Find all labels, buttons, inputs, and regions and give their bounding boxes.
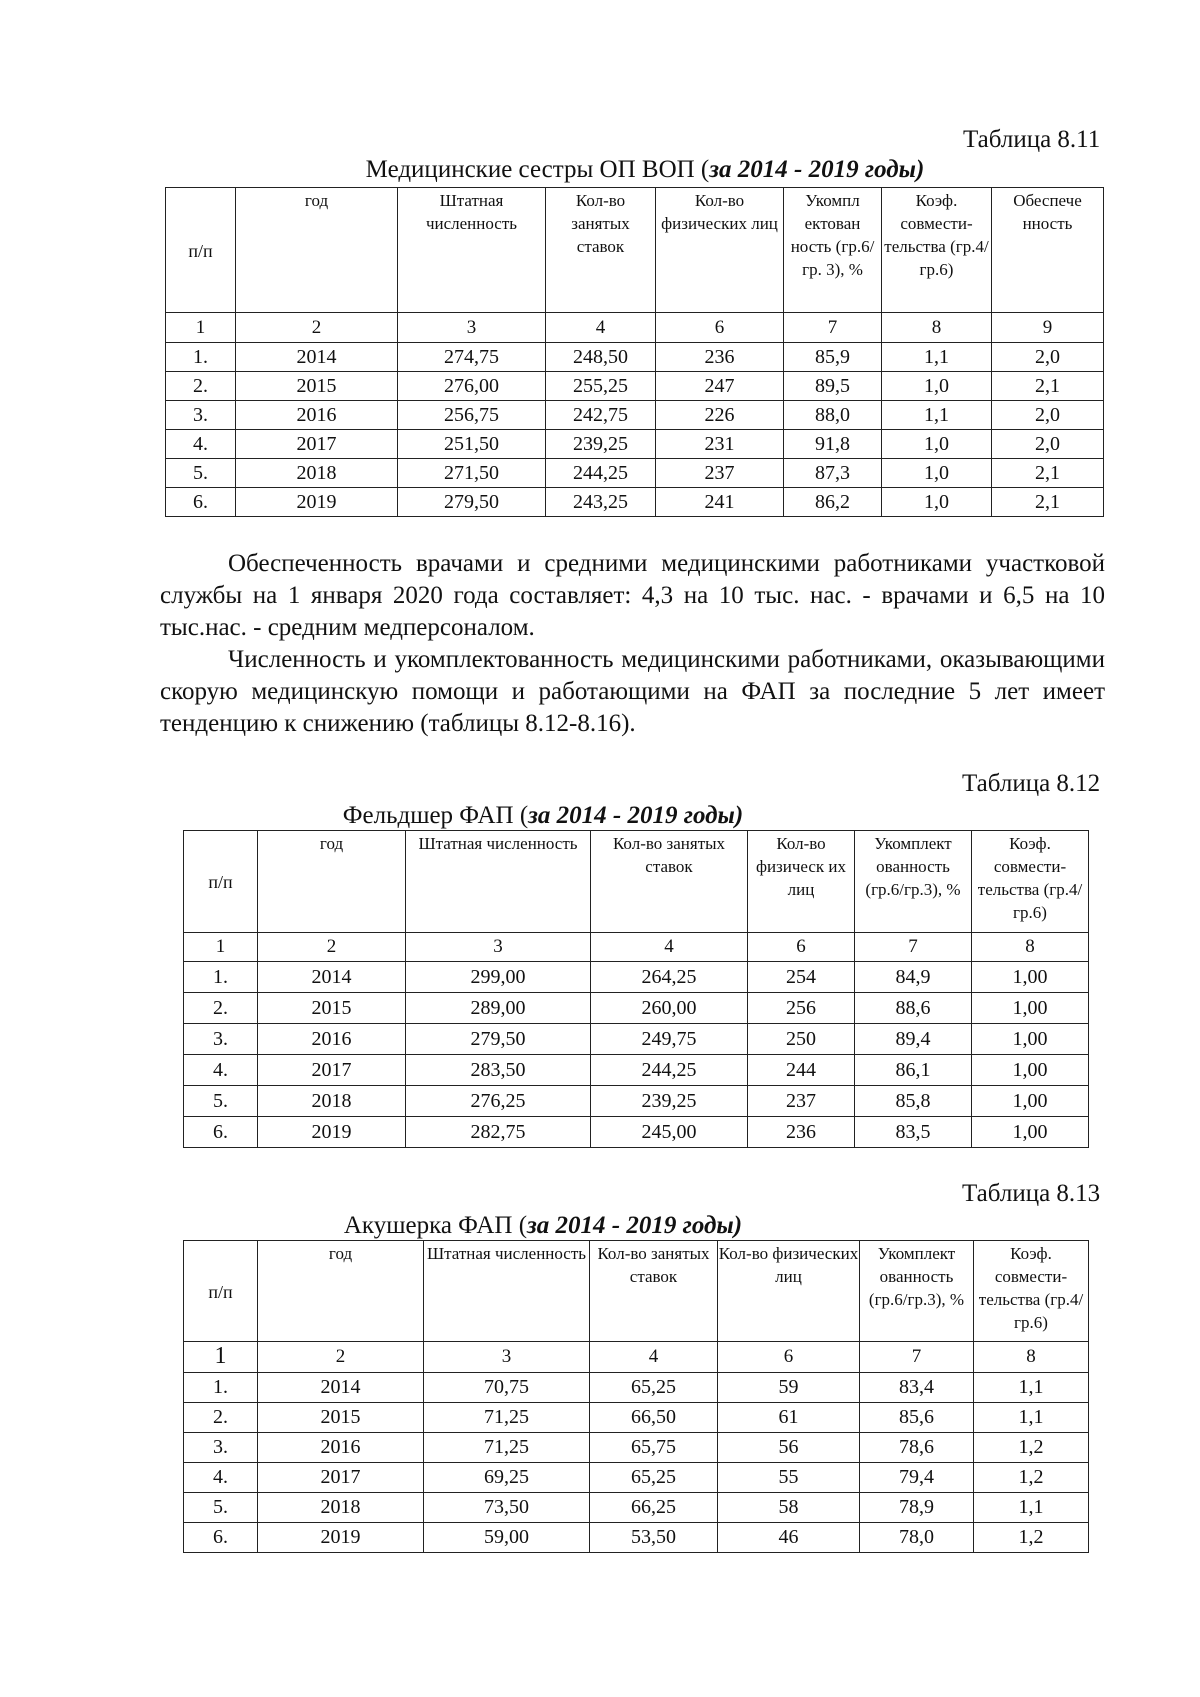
table-cell: 260,00	[591, 993, 748, 1024]
table-cell: 248,50	[546, 343, 656, 372]
table-8-11-title-italic: за 2014 - 2019 годы)	[709, 156, 925, 183]
table-cell: 2019	[236, 488, 398, 517]
column-number: 1	[166, 313, 236, 343]
table-cell: 237	[656, 459, 784, 488]
table-8-11-title	[165, 156, 1125, 184]
table-cell: 2018	[236, 459, 398, 488]
table-cell: 2016	[236, 401, 398, 430]
column-number: 2	[258, 1342, 424, 1373]
table-cell: 282,75	[406, 1117, 591, 1148]
header-cell: п/п	[184, 831, 258, 933]
column-number: 3	[398, 313, 546, 343]
header-cell: год	[236, 188, 398, 313]
header-cell: Укомпл ектован ность (гр.6/гр. 3), %	[784, 188, 882, 313]
table-row	[166, 343, 1104, 372]
table-row	[184, 962, 1089, 993]
table-cell: 236	[656, 343, 784, 372]
table-cell: 6.	[166, 488, 236, 517]
table-cell: 53,50	[590, 1523, 718, 1553]
header-cell: Кол-во физических лиц	[656, 188, 784, 313]
header-cell: Кол-во физическ их лиц	[748, 831, 855, 933]
table-cell: 1,1	[882, 401, 992, 430]
table-cell: 1,0	[882, 488, 992, 517]
column-number: 8	[972, 933, 1089, 962]
table-cell: 237	[748, 1086, 855, 1117]
table-cell: 299,00	[406, 962, 591, 993]
table-cell: 2,1	[992, 372, 1104, 401]
table-8-13-title	[183, 1212, 903, 1240]
header-cell: п/п	[166, 188, 236, 313]
column-number: 9	[992, 313, 1104, 343]
table-cell: 1,2	[974, 1433, 1089, 1463]
table-cell: 283,50	[406, 1055, 591, 1086]
table-cell: 78,0	[860, 1523, 974, 1553]
table-cell: 1,2	[974, 1463, 1089, 1493]
table-cell: 86,1	[855, 1055, 972, 1086]
table-cell: 73,50	[424, 1493, 590, 1523]
table-cell: 6.	[184, 1117, 258, 1148]
table-cell: 2,0	[992, 343, 1104, 372]
table-row	[184, 1463, 1089, 1493]
table-cell: 2.	[184, 993, 258, 1024]
table-cell: 56	[718, 1433, 860, 1463]
table-row	[184, 1493, 1089, 1523]
table-cell: 2016	[258, 1433, 424, 1463]
header-cell: Обеспече нность	[992, 188, 1104, 313]
table-cell: 2018	[258, 1493, 424, 1523]
table-cell: 71,25	[424, 1433, 590, 1463]
table-row	[166, 372, 1104, 401]
table-cell: 2015	[258, 993, 406, 1024]
table-cell: 91,8	[784, 430, 882, 459]
table-cell: 87,3	[784, 459, 882, 488]
table-8-13-title-italic: за 2014 - 2019 годы)	[527, 1212, 743, 1239]
table-cell: 3.	[184, 1433, 258, 1463]
table-cell: 2016	[258, 1024, 406, 1055]
table-cell: 69,25	[424, 1463, 590, 1493]
table-cell: 85,9	[784, 343, 882, 372]
table-cell: 1,00	[972, 1024, 1089, 1055]
table-row	[184, 1055, 1089, 1086]
header-cell: год	[258, 831, 406, 933]
column-number: 1	[184, 933, 258, 962]
table-cell: 271,50	[398, 459, 546, 488]
table-cell: 1,0	[882, 430, 992, 459]
table-cell: 2018	[258, 1086, 406, 1117]
column-number: 7	[855, 933, 972, 962]
table-cell: 241	[656, 488, 784, 517]
header-cell: Коэф. совмести-тельства (гр.4/гр.6)	[974, 1241, 1089, 1342]
column-number: 8	[974, 1342, 1089, 1373]
table-cell: 85,8	[855, 1086, 972, 1117]
table-cell: 1,00	[972, 1117, 1089, 1148]
table-cell: 1,1	[974, 1403, 1089, 1433]
table-cell: 65,75	[590, 1433, 718, 1463]
table-cell: 2017	[258, 1463, 424, 1493]
table-cell: 254	[748, 962, 855, 993]
header-cell: Штатная численность	[406, 831, 591, 933]
table-cell: 1,1	[882, 343, 992, 372]
paragraph-staffing-trend: Численность и укомплектованность медицинскими работниками, оказывающими скорую медицинскую помощи и работающими на ФАП за последние 5 лет имеет тенденцию к снижению (таблицы 8.12-8.16).	[160, 646, 1105, 737]
header-cell: год	[258, 1241, 424, 1342]
header-cell: Кол-во занятых ставок	[546, 188, 656, 313]
table-cell: 255,25	[546, 372, 656, 401]
table-8-12-title-plain: Фельдшер ФАП (	[342, 802, 529, 829]
table-cell: 276,00	[398, 372, 546, 401]
header-cell: Коэф. совмести-тельства (гр.4/гр.6)	[972, 831, 1089, 933]
column-number: 6	[718, 1342, 860, 1373]
table-cell: 242,75	[546, 401, 656, 430]
table-cell: 2,1	[992, 488, 1104, 517]
column-number: 3	[406, 933, 591, 962]
table-cell: 2014	[236, 343, 398, 372]
column-number: 4	[546, 313, 656, 343]
header-cell: п/п	[184, 1241, 258, 1342]
table-row	[166, 430, 1104, 459]
table-cell: 89,5	[784, 372, 882, 401]
table-cell: 249,75	[591, 1024, 748, 1055]
table-cell: 2015	[258, 1403, 424, 1433]
table-row	[184, 1117, 1089, 1148]
column-number: 4	[591, 933, 748, 962]
table-cell: 2.	[166, 372, 236, 401]
table-cell: 256	[748, 993, 855, 1024]
table-cell: 78,6	[860, 1433, 974, 1463]
table-cell: 1,0	[882, 459, 992, 488]
column-number: 4	[590, 1342, 718, 1373]
table-row	[184, 1086, 1089, 1117]
table-row	[184, 1373, 1089, 1403]
table-cell: 79,4	[860, 1463, 974, 1493]
table-cell: 5.	[166, 459, 236, 488]
table-cell: 239,25	[546, 430, 656, 459]
table-cell: 2,1	[992, 459, 1104, 488]
table-row	[166, 401, 1104, 430]
table-cell: 66,25	[590, 1493, 718, 1523]
table-cell: 88,0	[784, 401, 882, 430]
table-8-11-label: Таблица 8.11	[963, 126, 1101, 153]
table-cell: 83,5	[855, 1117, 972, 1148]
table-cell: 2014	[258, 962, 406, 993]
column-number: 8	[882, 313, 992, 343]
column-number: 6	[748, 933, 855, 962]
table-cell: 1,0	[882, 372, 992, 401]
body-text	[160, 548, 1105, 740]
table-cell: 1,00	[972, 1055, 1089, 1086]
column-number: 2	[236, 313, 398, 343]
table-cell: 279,50	[398, 488, 546, 517]
table-row	[166, 488, 1104, 517]
paragraph-provision: Обеспеченность врачами и средними медицинскими работниками участковой службы на 1 января 2020 года составляет: 4,3 на 10 тыс. нас. - врачами и 6,5 на 10 тыс.нас. - средним медперсоналом.	[160, 550, 1105, 641]
table-8-13	[183, 1240, 1089, 1553]
table-cell: 4.	[184, 1463, 258, 1493]
table-cell: 247	[656, 372, 784, 401]
table-cell: 59	[718, 1373, 860, 1403]
table-cell: 231	[656, 430, 784, 459]
table-8-11-title-plain: Медицинские сестры ОП ВОП (	[365, 156, 710, 183]
table-cell: 4.	[184, 1055, 258, 1086]
column-number: 7	[784, 313, 882, 343]
table-cell: 2,0	[992, 430, 1104, 459]
table-cell: 1,00	[972, 962, 1089, 993]
table-8-12-title-italic: за 2014 - 2019 годы)	[528, 802, 744, 829]
table-8-13-label: Таблица 8.13	[962, 1180, 1101, 1207]
table-cell: 244	[748, 1055, 855, 1086]
table-cell: 250	[748, 1024, 855, 1055]
table-cell: 1,00	[972, 993, 1089, 1024]
header-cell: Кол-во занятых ставок	[590, 1241, 718, 1342]
table-cell: 243,25	[546, 488, 656, 517]
column-number: 7	[860, 1342, 974, 1373]
table-cell: 2014	[258, 1373, 424, 1403]
header-cell: Кол-во физических лиц	[718, 1241, 860, 1342]
table-cell: 61	[718, 1403, 860, 1433]
table-cell: 85,6	[860, 1403, 974, 1433]
table-cell: 88,6	[855, 993, 972, 1024]
table-8-11	[165, 187, 1104, 517]
table-cell: 256,75	[398, 401, 546, 430]
table-cell: 245,00	[591, 1117, 748, 1148]
table-row	[184, 1523, 1089, 1553]
table-cell: 2015	[236, 372, 398, 401]
table-cell: 279,50	[406, 1024, 591, 1055]
header-cell: Кол-во занятых ставок	[591, 831, 748, 933]
table-cell: 1,00	[972, 1086, 1089, 1117]
table-cell: 46	[718, 1523, 860, 1553]
table-cell: 251,50	[398, 430, 546, 459]
table-cell: 86,2	[784, 488, 882, 517]
table-cell: 274,75	[398, 343, 546, 372]
column-number: 3	[424, 1342, 590, 1373]
table-row	[184, 1024, 1089, 1055]
header-cell: Укомплект ованность (гр.6/гр.3), %	[860, 1241, 974, 1342]
table-cell: 89,4	[855, 1024, 972, 1055]
table-cell: 244,25	[546, 459, 656, 488]
table-cell: 58	[718, 1493, 860, 1523]
header-cell: Коэф. совмести-тельства (гр.4/гр.6)	[882, 188, 992, 313]
table-cell: 1,1	[974, 1493, 1089, 1523]
table-cell: 70,75	[424, 1373, 590, 1403]
table-cell: 1.	[184, 1373, 258, 1403]
table-row	[166, 459, 1104, 488]
table-cell: 2,0	[992, 401, 1104, 430]
column-number: 6	[656, 313, 784, 343]
table-cell: 226	[656, 401, 784, 430]
table-8-12-title	[183, 802, 903, 830]
table-cell: 1,1	[974, 1373, 1089, 1403]
table-cell: 2017	[258, 1055, 406, 1086]
table-cell: 2019	[258, 1117, 406, 1148]
table-cell: 84,9	[855, 962, 972, 993]
table-cell: 2.	[184, 1403, 258, 1433]
table-8-13-title-plain: Акушерка ФАП (	[343, 1212, 528, 1239]
table-row	[184, 1403, 1089, 1433]
table-cell: 236	[748, 1117, 855, 1148]
table-cell: 5.	[184, 1086, 258, 1117]
column-number: 2	[258, 933, 406, 962]
table-cell: 3.	[184, 1024, 258, 1055]
table-cell: 264,25	[591, 962, 748, 993]
table-cell: 6.	[184, 1523, 258, 1553]
table-cell: 66,50	[590, 1403, 718, 1433]
table-cell: 2017	[236, 430, 398, 459]
table-row	[184, 993, 1089, 1024]
table-cell: 1.	[166, 343, 236, 372]
table-cell: 65,25	[590, 1373, 718, 1403]
table-cell: 239,25	[591, 1086, 748, 1117]
table-cell: 55	[718, 1463, 860, 1493]
table-cell: 71,25	[424, 1403, 590, 1433]
column-number: 1	[184, 1342, 258, 1373]
table-cell: 1,2	[974, 1523, 1089, 1553]
header-cell: Укомплект ованность (гр.6/гр.3), %	[855, 831, 972, 933]
table-cell: 78,9	[860, 1493, 974, 1523]
table-cell: 289,00	[406, 993, 591, 1024]
table-cell: 1.	[184, 962, 258, 993]
table-8-12-label: Таблица 8.12	[962, 770, 1101, 797]
table-cell: 5.	[184, 1493, 258, 1523]
table-cell: 83,4	[860, 1373, 974, 1403]
table-8-12	[183, 830, 1089, 1148]
table-cell: 4.	[166, 430, 236, 459]
table-cell: 3.	[166, 401, 236, 430]
table-cell: 276,25	[406, 1086, 591, 1117]
table-cell: 65,25	[590, 1463, 718, 1493]
table-cell: 2019	[258, 1523, 424, 1553]
header-cell: Штатная численность	[398, 188, 546, 313]
table-cell: 244,25	[591, 1055, 748, 1086]
header-cell: Штатная численность	[424, 1241, 590, 1342]
table-row	[184, 1433, 1089, 1463]
table-cell: 59,00	[424, 1523, 590, 1553]
